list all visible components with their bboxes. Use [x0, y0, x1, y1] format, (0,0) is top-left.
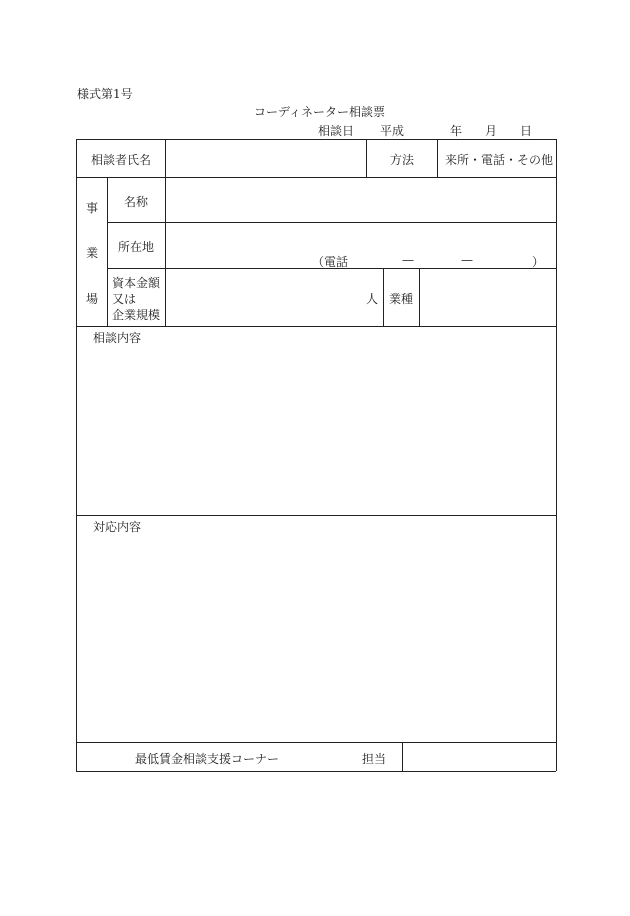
phone-dash-2: — [461, 253, 473, 267]
in-charge-field[interactable] [403, 743, 555, 770]
table-line [76, 326, 556, 327]
business-name-label: 名称 [124, 195, 149, 209]
person-unit: 人 [366, 292, 379, 306]
address-field[interactable] [166, 223, 555, 267]
table-line [107, 177, 108, 326]
phone-dash-1: — [402, 253, 414, 267]
table-line [383, 268, 384, 326]
address-label: 所在地 [118, 240, 155, 254]
date-label: 相談日 [318, 124, 355, 138]
table-line [556, 139, 557, 771]
form-number: 様式第1号 [77, 87, 133, 101]
capital-field[interactable] [166, 269, 382, 325]
industry-field[interactable] [420, 269, 555, 325]
consultant-name-field[interactable] [166, 140, 365, 176]
business-char-2: 業 [86, 246, 99, 260]
form-title: コーディネーター相談票 [254, 105, 386, 119]
phone-open: （電話 [312, 255, 349, 269]
table-line [437, 139, 438, 177]
date-era: 平成 [380, 124, 405, 138]
consultant-name-label: 相談者氏名 [91, 153, 152, 167]
capital-label-1: 資本金額 [112, 276, 161, 290]
phone-close: ） [532, 255, 545, 269]
industry-label: 業種 [389, 292, 414, 306]
capital-label-2: 又は [112, 292, 137, 306]
table-line [76, 515, 556, 516]
business-name-field[interactable] [166, 178, 555, 221]
date-year: 年 [450, 124, 463, 138]
corner-label: 最低賃金相談支援コーナー [135, 752, 280, 766]
table-line [76, 771, 556, 772]
consult-content-field[interactable] [77, 343, 555, 514]
consult-content-label: 相談内容 [93, 331, 142, 345]
response-content-field[interactable] [77, 532, 555, 741]
date-month: 月 [485, 124, 498, 138]
business-char-1: 事 [86, 201, 99, 215]
in-charge-label: 担当 [362, 752, 387, 766]
date-day: 日 [520, 124, 533, 138]
capital-label-3: 企業規模 [112, 308, 161, 322]
method-label: 方法 [390, 153, 415, 167]
table-line [366, 139, 367, 177]
response-content-label: 対応内容 [93, 520, 142, 534]
business-char-3: 場 [86, 292, 99, 306]
method-options: 来所・電話・その他 [445, 153, 554, 167]
